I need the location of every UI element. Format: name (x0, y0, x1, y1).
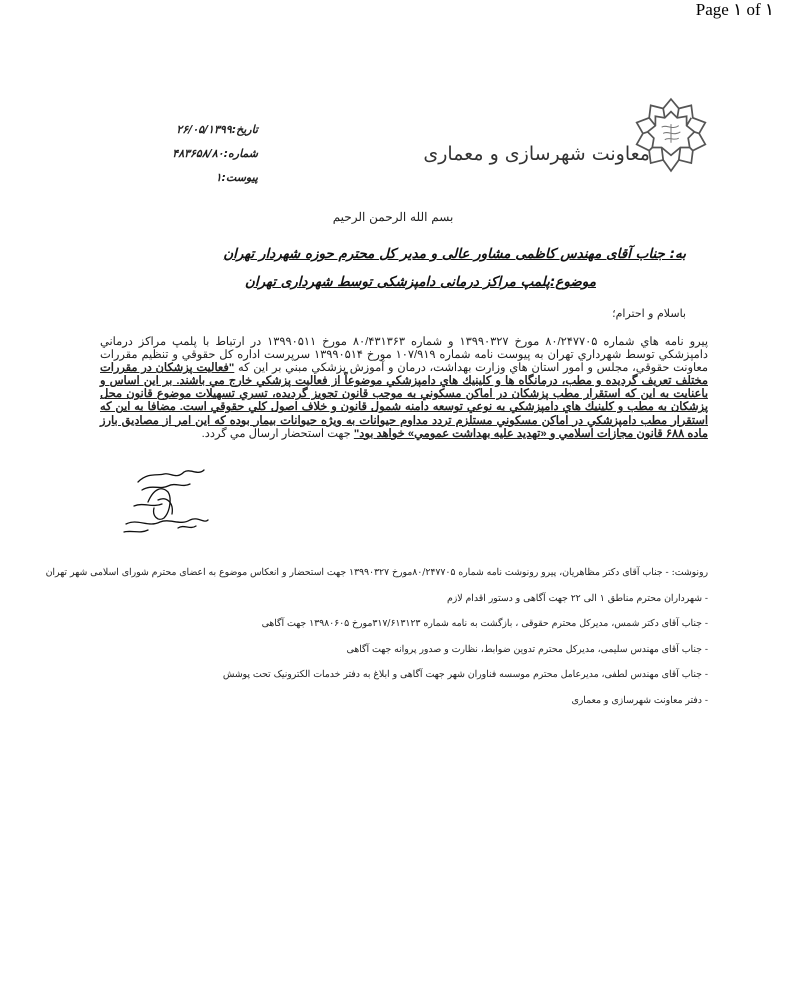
cc-item: - جناب آقای مهندس سلیمی، مدیرکل محترم تدوین ضوابط، نظارت و صدور پروانه جهت آگاهی (346, 643, 708, 655)
cc-label: رونوشت: (671, 567, 708, 578)
greeting: باسلام و احترام؛ (612, 307, 686, 320)
subject-line: موضوع:پلمپ مراکز درمانی دامپزشکی توسط شهرداری تهران (244, 274, 596, 290)
cc-item: - جناب آقای دکتر شمس، مدیرکل محترم حقوقی ، بازگشت به نامه شماره ۳۱۷/۶۱۳۱۲۳مورخ ۱۳۹۸۰۶۰۵ جهت آگاهی (261, 618, 708, 629)
carbon-copy-list (45, 566, 708, 719)
letter-date: تاریخ:۲۶/۰۵/۱۳۹۹ (176, 123, 258, 136)
letter-number: شماره:۴۸۳۶۵۸/۸۰ (172, 147, 258, 160)
organization-name: معاونت شهرسازی و معماری (423, 143, 650, 165)
cc-item: رونوشت: - جناب آقای دکتر مظاهریان، پیرو رونوشت نامه شماره ۸۰/۲۴۷۷۰۵مورخ ۱۳۹۹۰۳۲۷ جهت استحضار و انعکاس موضوع به اعضای محترم شورای اسلامی شهر تهران (45, 567, 708, 578)
recipient-line: به: جناب آقای مهندس کاظمی مشاور عالی و مدیر کل محترم حوزه شهردار تهران (223, 246, 686, 262)
letter-body (100, 336, 708, 441)
signature-block (118, 462, 210, 538)
body-text: پیرو نامه هاي شماره ۸۰/۲۴۷۷۰۵ مورخ ۱۳۹۹۰۳۲۷ و شماره ۸۰/۴۳۱۳۶۳ مورخ ۱۳۹۹۰۵۱۱ در ارتباط با پلمپ مراکز درماني دامپزشكي توسط شهرداري تهران به پيوست نامه شماره ۱۰۷/۹۱۹ مورخ ۱۳۹۹۰۵۱۴ سرپرست اداره كل حقوقي و تنظيم مقررات معاونت حقوقي، مجلس و امور استان هاي وزارت بهداشت، درمان و آموزش پزشكي مبني بر اين كه (100, 336, 709, 375)
body-closing: جهت استحضار ارسال مي گردد. (201, 427, 354, 440)
page-indicator: Page ۱ of ۱ (695, 0, 774, 19)
cc-item: - جناب آقای مهندس لطفی، مدیرعامل محترم موسسه فناوران شهر جهت آگاهی و ابلاغ به دفتر خدمات الکترونیک تحت پوشش (222, 669, 708, 680)
handwritten-signature-icon (118, 462, 210, 538)
cc-item: - دفتر معاونت شهرسازی و معماری (571, 694, 708, 706)
cc-item: - شهرداران محترم مناطق ۱ الی ۲۲ جهت آگاهی و دستور اقدام لازم (446, 592, 708, 604)
letter-meta (140, 118, 258, 190)
basmala: بسم الله الرحمن الرحیم (332, 210, 454, 224)
body-quoted-emphasis: "فعاليت پزشكان در مقررات مختلف تعريف گرديده و مطب، درمانگاه ها و كلينيك هاي دامپزشكي موضوعاً از فعاليت پزشكي خارج مي باشند. بر اين اساس و باعنايت به اين كه استقرار مطب پزشكان در اماكن مسكوني به موجب قانون تجويز گرديده، تسري تسهيلات موضوع قانون محل پزشكان به مطب و كلينيك هاي دامپزشكي به نوعي توسعه دامنه شمول قانون و خلاف اصول كلي حقوقي است. مضافا به اين كه استقرار مطب دامپزشكي در اماكن مسكوني مستلزم تردد مداوم حيوانات به ويژه حيوانات بيمار بوده كه اين امر از مصاديق بارز ماده ۶۸۸ قانون مجازات اسلامي و «تهديد عليه بهداشت عمومي» خواهد بود" (100, 362, 708, 440)
letter-attachment: پیوست:۱ (215, 171, 258, 184)
